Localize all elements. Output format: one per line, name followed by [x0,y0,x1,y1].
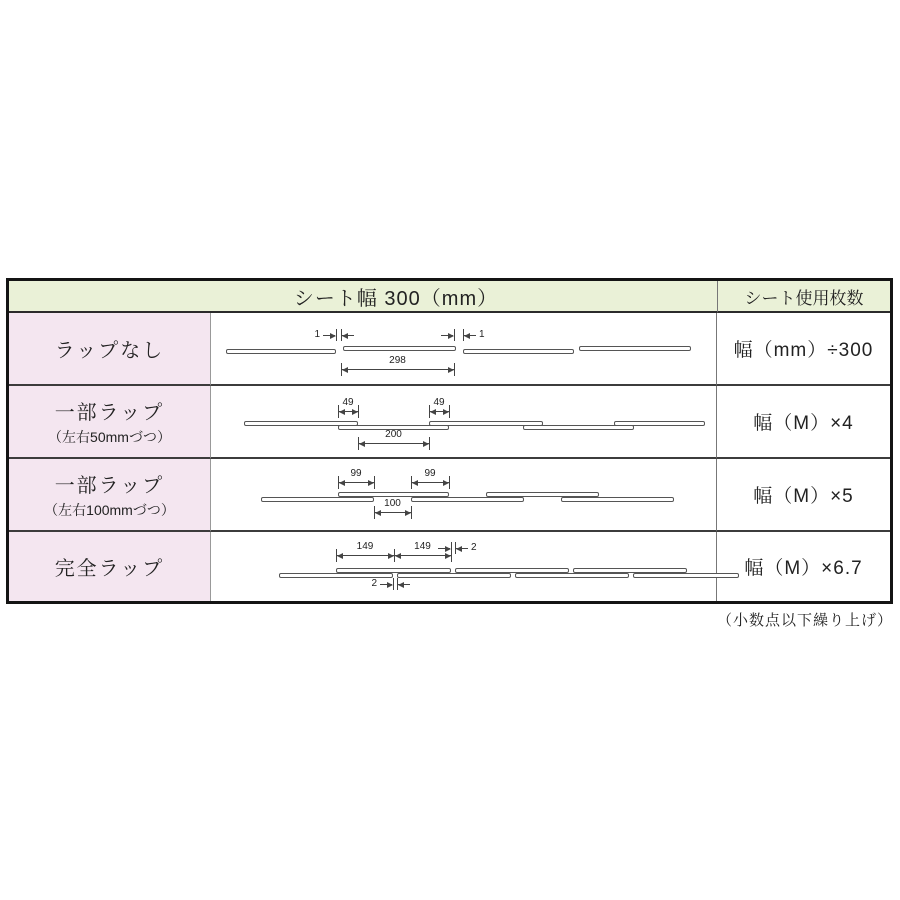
formula-full-lap [717,532,890,601]
dimension-label: 149 [356,541,374,552]
gap-tick [451,542,452,554]
dimension-label: 49 [433,397,445,408]
header-sheet-width-title: シート幅 300（mm） [293,287,499,310]
dimension-arrow-right [352,409,358,415]
dimension-arrow-left [395,553,401,559]
footnote-round-up: （小数点以下繰り上げ） [716,612,893,629]
sheet-rect [261,497,374,502]
sheet-rect [579,346,691,351]
sheet-rect [397,573,511,578]
formula-text: 幅（M）×5 [753,486,854,507]
gap-arrowhead [330,333,336,339]
dimension-arrow-left [430,409,436,415]
diagram-no-lap [211,313,717,386]
gap-arrowhead [387,582,393,588]
dimension-arrow-left [412,480,418,486]
dimension-label: 100 [384,498,401,509]
sheet-rect [561,497,674,502]
dimension-tick [358,405,359,418]
gap-arrowhead [456,546,462,552]
sheet-rect [455,568,569,573]
lap-method-table [6,278,893,604]
dimension-label: 149 [414,541,431,552]
sheet-rect [226,349,336,354]
gap-tick [393,578,394,590]
dimension-line [394,555,451,556]
sheet-rect [573,568,687,573]
formula-partial-lap-50 [717,386,890,459]
formula-text: 幅（M）×4 [753,413,854,434]
dimension-tick [374,476,375,489]
dimension-arrow-right [423,441,429,447]
sheet-rect [343,346,456,351]
dimension-label: 99 [424,468,436,479]
formula-text: 幅（M）×6.7 [744,558,863,579]
diagram-full-lap [211,532,717,601]
dimension-arrow-right [443,409,449,415]
dimension-tick [454,363,455,376]
gap-label: 1 [479,329,485,340]
gap-arrowhead [342,333,348,339]
dimension-arrow-left [342,367,348,373]
sheet-rect [411,497,524,502]
dimension-arrow-right [368,480,374,486]
dimension-tick [429,437,430,450]
row-label-text: 完全ラップ [54,558,165,580]
sheet-rect [463,349,574,354]
formula-partial-lap-100 [717,459,890,532]
dimension-line [336,555,394,556]
row-label-subtext: （左右50mmづつ） [48,429,171,445]
gap-tick [454,329,455,341]
dimension-label: 200 [385,429,402,440]
dimension-arrow-left [337,553,343,559]
dimension-arrow-left [359,441,365,447]
gap-label: 2 [471,542,477,553]
dimension-arrow-right [405,510,411,516]
sheet-rect [614,421,705,426]
sheet-rect [633,573,739,578]
dimension-arrow-right [443,480,449,486]
gap-arrowhead [464,333,470,339]
diagram-partial-lap-100 [211,459,717,532]
formula-no-lap [717,313,890,386]
row-label-text: 一部ラップ [54,475,165,497]
dimension-arrow-right [448,367,454,373]
dimension-arrow-left [339,409,345,415]
dimension-line [341,369,454,370]
dimension-label: 49 [342,397,354,408]
row-label-text: ラップなし [54,340,165,362]
row-label-subtext: （左右100mmづつ） [44,502,175,518]
dimension-arrow-left [375,510,381,516]
dimension-arrow-left [339,480,345,486]
formula-text: 幅（mm）÷300 [733,340,874,361]
row-label-text: 一部ラップ [54,402,165,424]
row-label-partial-lap-50 [9,386,211,459]
dimension-tick [449,405,450,418]
dimension-label: 298 [389,355,406,366]
sheet-rect [336,568,451,573]
header-sheet-count-title: シート使用枚数 [744,288,864,308]
dimension-line [358,443,429,444]
gap-arrowhead [445,546,451,552]
gap-arrowhead [398,582,404,588]
header-sheet-count-cell [717,281,890,313]
gap-tick [336,329,337,341]
dimension-label: 99 [350,468,362,479]
row-label-partial-lap-100 [9,459,211,532]
gap-label: 1 [314,329,320,340]
sheet-rect [515,573,629,578]
gap-label: 2 [371,578,377,589]
diagram-partial-lap-50 [211,386,717,459]
dimension-tick [449,476,450,489]
row-label-no-lap [9,313,211,386]
row-label-full-lap [9,532,211,601]
dimension-tick [411,506,412,519]
gap-arrowhead [448,333,454,339]
header-sheet-width-cell [9,281,717,313]
